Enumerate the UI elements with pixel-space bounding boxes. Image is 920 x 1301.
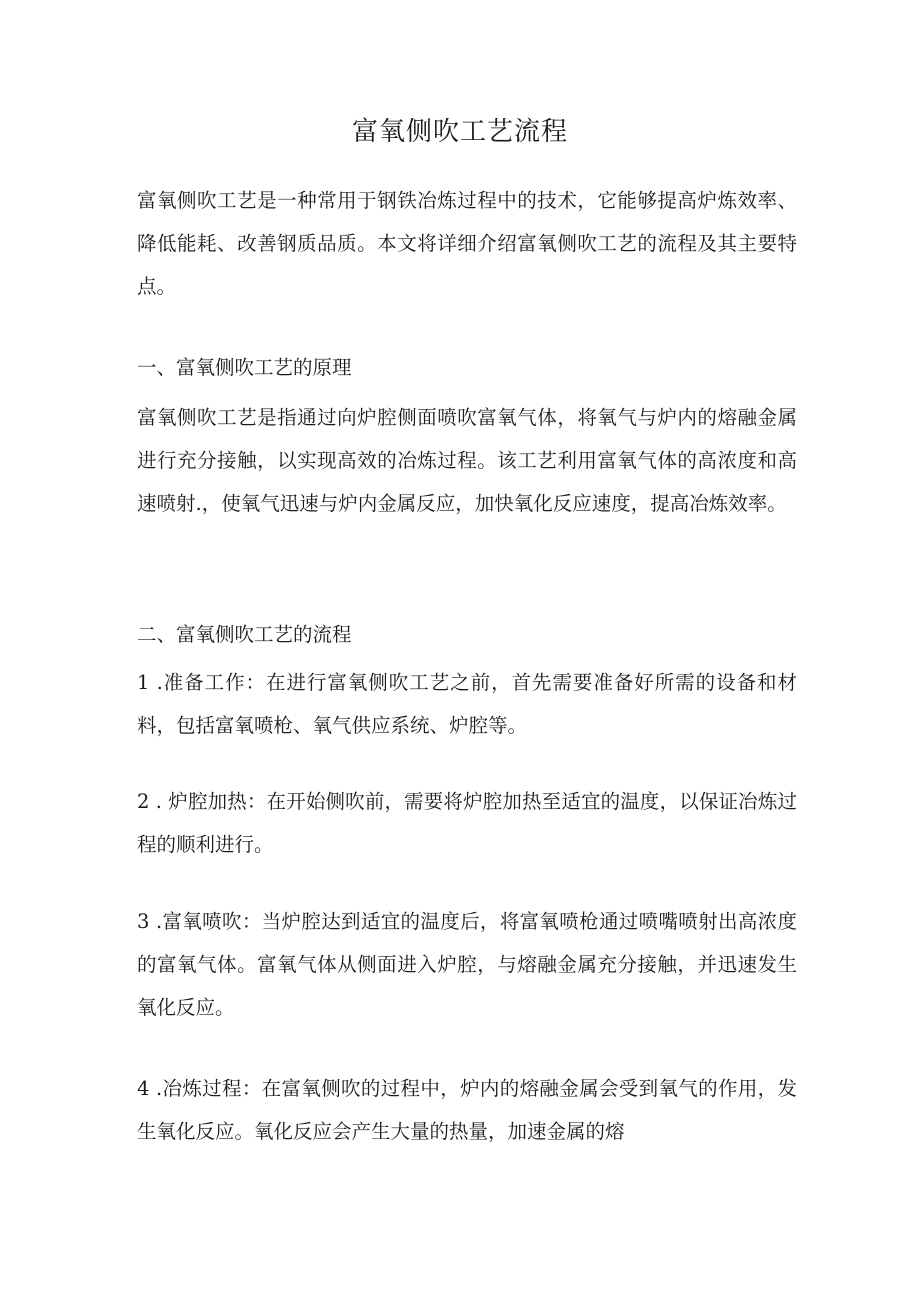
intro-paragraph: 富氧侧吹工艺是一种常用于钢铁冶炼过程中的技术，它能够提高炉炼效率、降低能耗、改善钢质品质。本文将详细介绍富氧侧吹工艺的流程及其主要特点。 xyxy=(137,189,797,298)
section-2-heading: 二、富氧侧吹工艺的流程 xyxy=(137,623,352,646)
step-2-paragraph: 2 . 炉腔加热：在开始侧吹前，需要将炉腔加热至适宜的温度，以保证冶炼过程的顺利进行。 xyxy=(137,790,797,856)
step-3-paragraph: 3 .富氧喷吹：当炉腔达到适宜的温度后，将富氧喷枪通过喷嘴喷射出高浓度的富氧气体。富氧气体从侧面进入炉腔，与熔融金属充分接触，并迅速发生氧化反应。 xyxy=(137,910,797,1019)
section-1-heading: 一、富氧侧吹工艺的原理 xyxy=(137,356,352,379)
document-title: 富氧侧吹工艺流程 xyxy=(351,117,568,147)
step-4-paragraph: 4 .冶炼过程：在富氧侧吹的过程中，炉内的熔融金属会受到氧气的作用，发生氧化反应。氧化反应会产生大量的热量，加速金属的熔 xyxy=(137,1077,797,1143)
section-1-body: 富氧侧吹工艺是指通过向炉腔侧面喷吹富氧气体，将氧气与炉内的熔融金属进行充分接触，以实现高效的冶炼过程。该工艺利用富氧气体的高浓度和高速喷射.，使氧气迅速与炉内金属反应，加快氧化反应速度，提高冶炼效率。 xyxy=(137,406,797,515)
step-1-paragraph: 1 .准备工作：在进行富氧侧吹工艺之前，首先需要准备好所需的设备和材料，包括富氧喷枪、氧气供应系统、炉腔等。 xyxy=(137,671,797,737)
